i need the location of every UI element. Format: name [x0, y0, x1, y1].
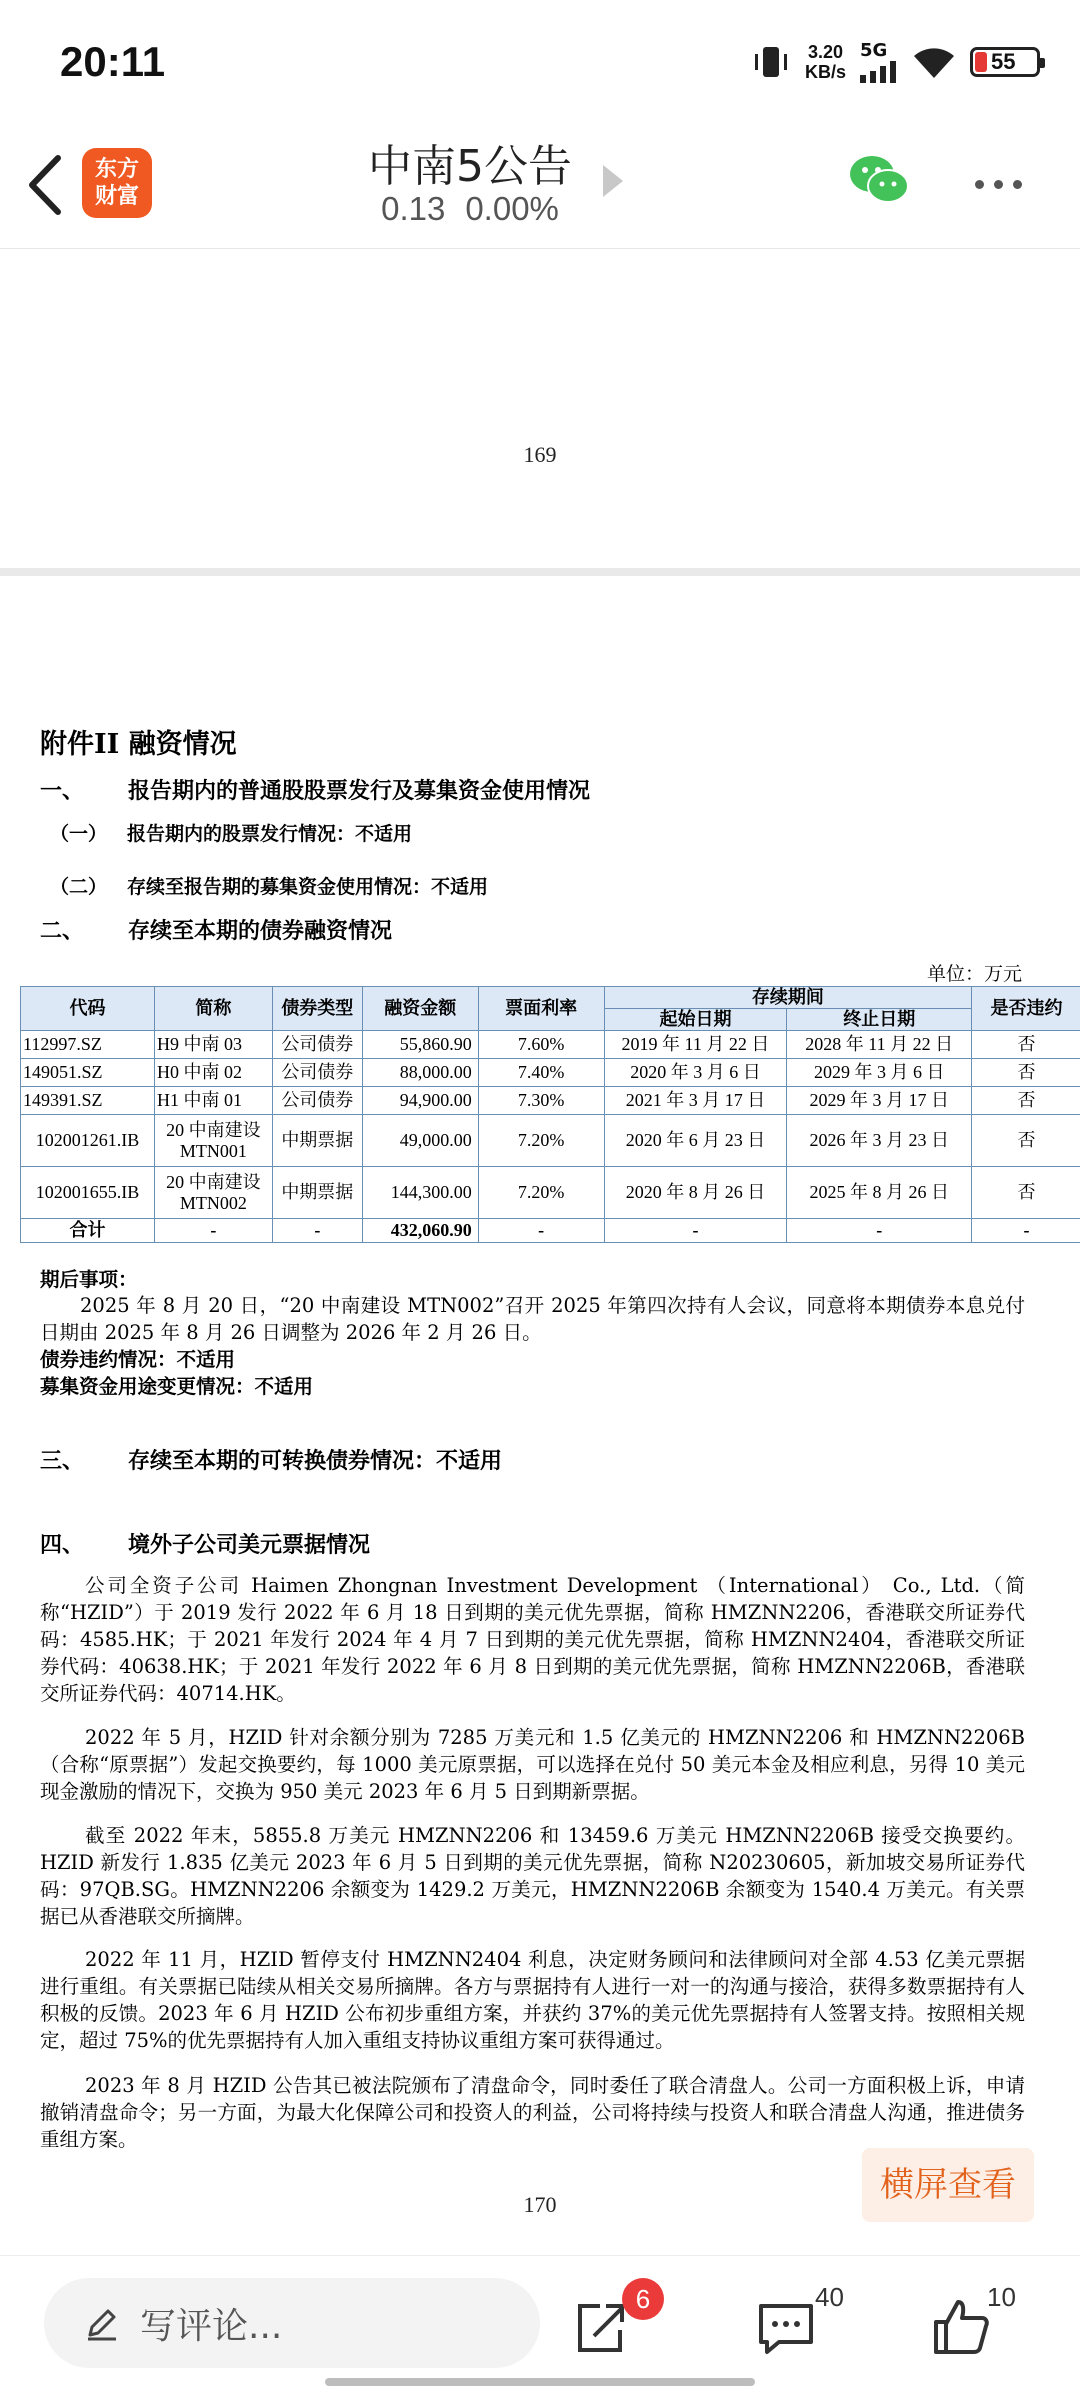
unit-label: 单位：万元 [927, 959, 1022, 986]
clock: 20:11 [60, 38, 165, 86]
col-header: 简称 [154, 987, 272, 1031]
network-speed: 3.20 KB/s [805, 42, 846, 82]
bottom-action-bar [0, 2255, 1080, 2393]
usage-change-status: 募集资金用途变更情况：不适用 [40, 1373, 1025, 1400]
network-type: 5G [860, 40, 887, 61]
paragraph: 2022 年 11 月，HZID 暂停支付 HMZNN2404 利息，决定财务顾问和法律顾问对全部 4.53 亿美元票据进行重组。有关票据已陆续从相关交易所摘牌。各方与票据持有人进行一对一的沟通与接洽，获得多数票据持有人积极的反馈。2023 年 6 月 HZID 公布初步重组方案，并获约 37%的美元优先票据持有人签署支持。按照相关规定，超过 75%的优先票据持有人加入重组支持协议重组方案可获得通过。 [40, 1946, 1025, 2054]
paragraph: 截至 2022 年末，5855.8 万美元 HMZNN2206 和 13459.6 万美元 HMZNN2206B 接受交换要约。HZID 新发行 1.835 亿美元 2023 年 6 月 5 日到期的美元优先票据，简称 N20230605，新加坡交易所证券代码：97QB.SG。HMZNN2206 余额变为 1429.2 万美元，HMZNN2206B 余额变为 1540.4 万美元。有关票据已从香港联交所摘牌。 [40, 1822, 1025, 1930]
quote-line [320, 190, 620, 228]
col-header: 存续期间 [604, 987, 972, 1009]
paragraph: 2022 年 5 月，HZID 针对余额分别为 7285 万美元和 1.5 亿美元的 HMZNN2206 和 HMZNN2206B（合称“原票据”）发起交换要约，每 1000 美元原票据，可以选择在兑付 50 美元本金及相应利息，另得 10 美元现金激励的情况下，交换为 950 美元 2023 年 6 月 5 日到期新票据。 [40, 1724, 1025, 1805]
change-percent: 0.00% [465, 190, 559, 227]
col-header: 终止日期 [787, 1009, 972, 1031]
table-total-row: 合计 - - 432,060.90 - - - - [21, 1219, 1080, 1243]
heading-1a: （一） 报告期内的股票发行情况：不适用 [50, 819, 412, 846]
like-icon[interactable] [930, 2296, 992, 2358]
comment-count: 40 [815, 2282, 844, 2313]
bond-table [20, 986, 1080, 1243]
expand-arrow-icon[interactable] [603, 165, 623, 197]
comment-input[interactable] [44, 2278, 540, 2368]
wechat-icon[interactable] [848, 152, 910, 208]
heading-1b: （二） 存续至报告期的募集资金使用情况：不适用 [50, 872, 488, 899]
table-row: 102001261.IB 20 中南建设 MTN001 中期票据 49,000.00 7.20% 2020 年 6 月 23 日 2026 年 3 月 23 日 否 [21, 1115, 1080, 1167]
heading-1: 一、 报告期内的普通股股票发行及募集资金使用情况 [40, 774, 590, 805]
paragraph: 2023 年 8 月 HZID 公告其已被法院颁布了清盘命令，同时委任了联合清盘人。公司一方面积极上诉，申请撤销清盘命令；另一方面，为最大化保障公司和投资人的利益，公司将持续与投资人和联合清盘人沟通，推进债务重组方案。 [40, 2072, 1025, 2153]
table-row: 102001655.IB 20 中南建设 MTN002 中期票据 144,300.00 7.20% 2020 年 8 月 26 日 2025 年 8 月 26 日 否 [21, 1167, 1080, 1219]
col-header: 是否违约 [972, 987, 1080, 1031]
home-indicator[interactable] [325, 2378, 755, 2386]
battery-icon: 55 [970, 47, 1040, 77]
heading-2: 二、 存续至本期的债券融资情况 [40, 914, 392, 945]
pencil-icon [84, 2305, 120, 2341]
like-count: 10 [987, 2282, 1016, 2313]
section-title: 附件II 融资情况 [40, 722, 237, 761]
heading-3: 三、 存续至本期的可转换债券情况：不适用 [40, 1444, 502, 1475]
paragraph: 公司全资子公司 Haimen Zhongnan Investment Development （International） Co., Ltd.（简称“HZID”）于 2019 发行 2022 年 6 月 18 日到期的美元优先票据，简称 HMZNN2206，香港联交所证券代码：4585.HK；于 2021 年发行 2024 年 4 月 7 日到期的美元优先票据，简称 HMZNN2404，香港联交所证券代码：40638.HK；于 2021 年发行 2022 年 6 月 8 日到期的美元优先票据，简称 HMZNN2206B，香港联交所证券代码：40714.HK。 [40, 1572, 1025, 1707]
vibrate-icon [751, 42, 791, 82]
page-title: 中南5公告 [320, 130, 620, 194]
app-logo[interactable]: 东方 财富 [82, 148, 152, 218]
page-number: 169 [0, 442, 1080, 468]
back-arrow-icon[interactable] [22, 150, 72, 220]
heading-4: 四、 境外子公司美元票据情况 [40, 1528, 370, 1559]
col-header: 票面利率 [478, 987, 604, 1031]
table-row: 149391.SZ H1 中南 01 公司债券 94,900.00 7.30% 2021 年 3 月 17 日 2029 年 3 月 17 日 否 [21, 1087, 1080, 1115]
col-header: 起始日期 [604, 1009, 787, 1031]
col-header: 代码 [21, 987, 155, 1031]
price: 0.13 [381, 190, 445, 227]
signal-icon [860, 61, 898, 83]
col-header: 债券类型 [272, 987, 362, 1031]
share-badge: 6 [622, 2278, 664, 2320]
landscape-view-button[interactable]: 横屏查看 [862, 2148, 1034, 2222]
wifi-icon [912, 44, 956, 80]
comment-placeholder: 写评论... [140, 2298, 282, 2349]
page-number: 170 [0, 2192, 1080, 2218]
status-bar [0, 0, 1080, 130]
post-events-title: 期后事项： [40, 1266, 1025, 1293]
post-events-text: 2025 年 8 月 20 日，“20 中南建设 MTN002”召开 2025 年第四次持有人会议，同意将本期债券本息兑付日期由 2025 年 8 月 26 日调整为 2026 年 2 月 26 日。 [40, 1292, 1025, 1346]
table-row: 112997.SZ H9 中南 03 公司债券 55,860.90 7.60% 2019 年 11 月 22 日 2028 年 11 月 22 日 否 [21, 1031, 1080, 1059]
page-divider [0, 568, 1080, 576]
default-status: 债券违约情况：不适用 [40, 1346, 1025, 1373]
more-menu-icon[interactable] [975, 180, 1022, 189]
top-nav [0, 130, 1080, 249]
table-row: 149051.SZ H0 中南 02 公司债券 88,000.00 7.40% 2020 年 3 月 6 日 2029 年 3 月 6 日 否 [21, 1059, 1080, 1087]
document-page-169 [0, 249, 1080, 569]
comment-icon[interactable] [755, 2296, 817, 2358]
col-header: 融资金额 [362, 987, 478, 1031]
